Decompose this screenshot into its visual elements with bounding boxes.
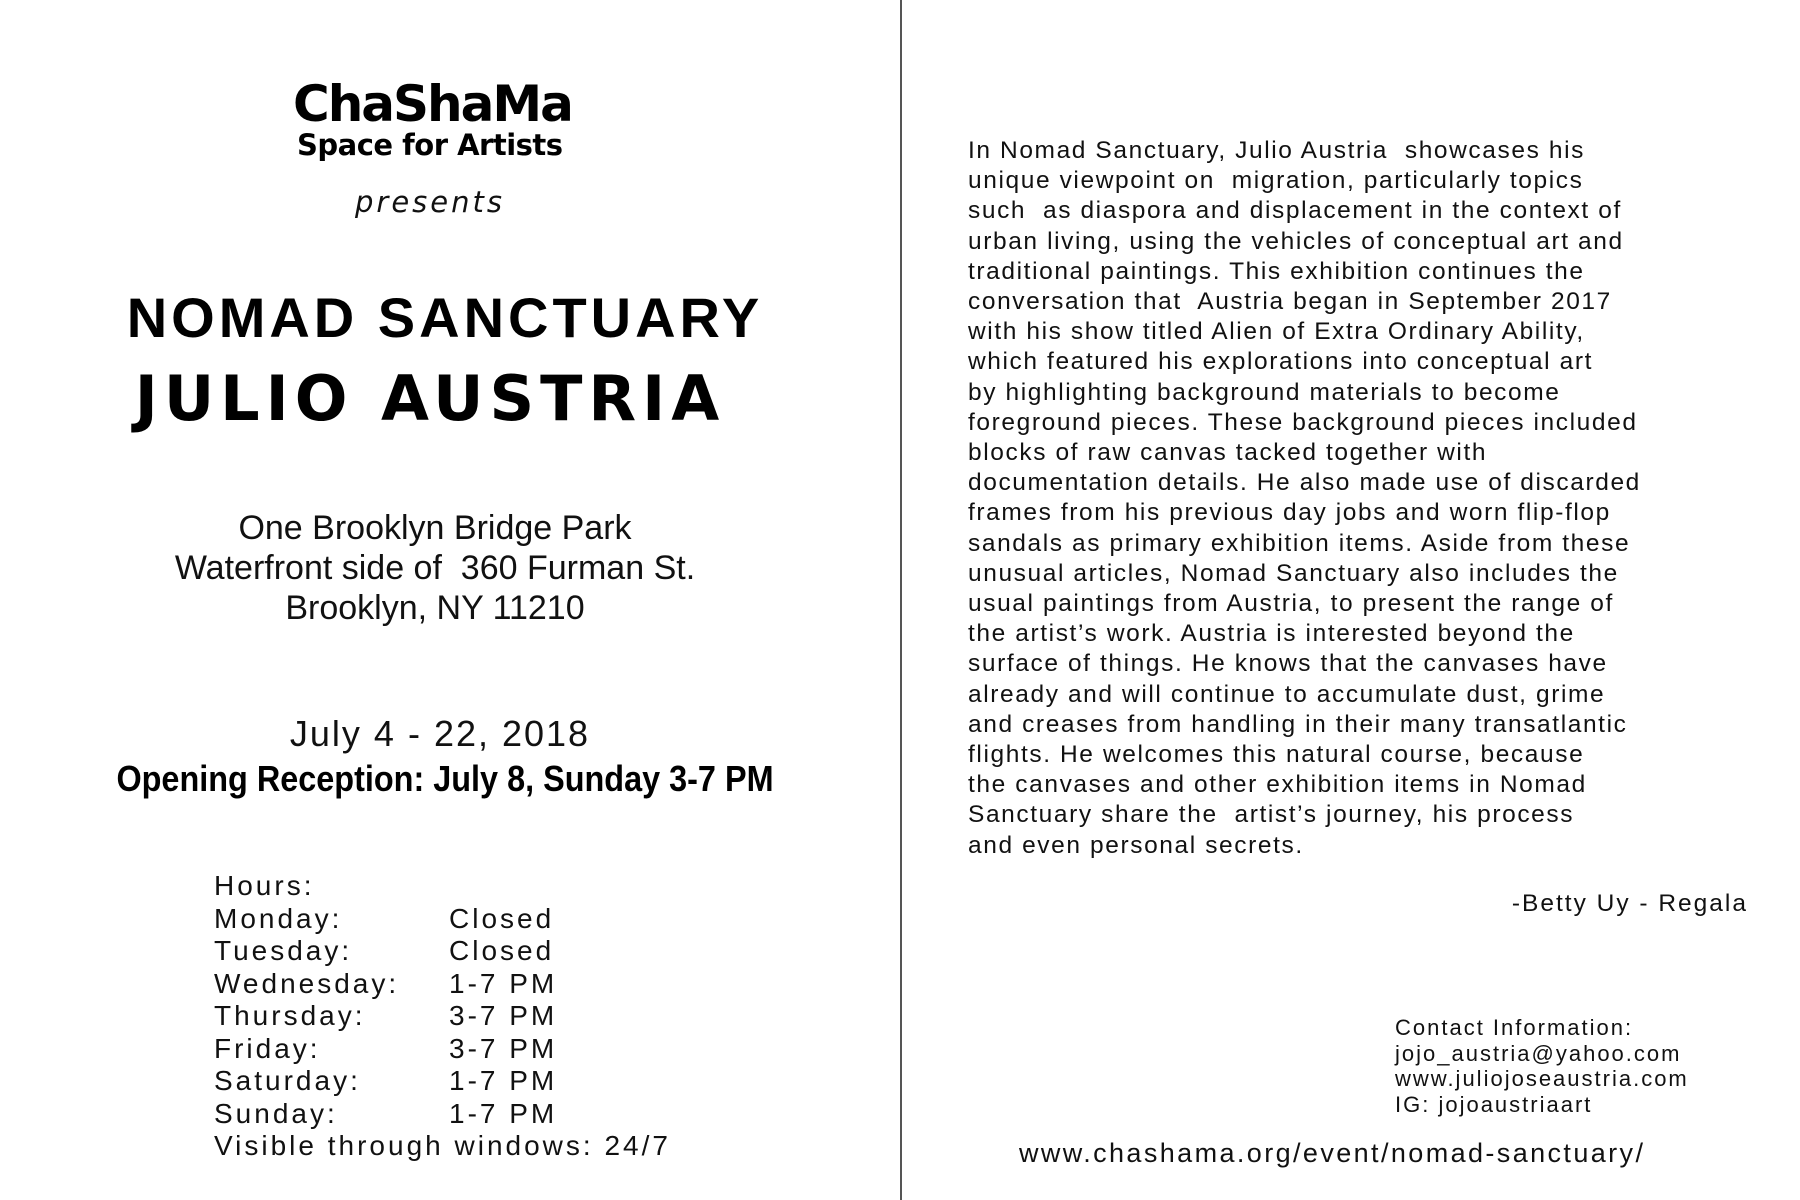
hours-day: Saturday: [214, 1065, 361, 1096]
presents-text: presents [355, 185, 505, 219]
exhibition-title: NOMAD SANCTUARY [126, 286, 764, 349]
essay-line: and even personal secrets. [968, 831, 1304, 859]
essay-line: the artist’s work. Austria is interested beyond the [968, 620, 1575, 648]
address-line: Brooklyn, NY 11210 [285, 589, 585, 627]
hours-day: Monday: [214, 902, 343, 934]
logo-tagline: Space for Artists [297, 128, 563, 162]
hours-time: Closed [449, 902, 555, 934]
hours-time: 1-7 PM [449, 967, 558, 999]
contact-email[interactable]: jojo_austria@yahoo.com [1395, 1040, 1682, 1066]
hours-day: Sunday: [214, 1097, 338, 1129]
essay-line: by highlighting background materials to become [968, 378, 1561, 406]
essay-line: urban living, using the vehicles of conceptual art and [968, 227, 1624, 255]
hours-day: Wednesday: [214, 967, 400, 999]
essay-line: usual paintings from Austria, to present the range of [968, 590, 1614, 618]
essay-line: blocks of raw canvas tacked together with [968, 439, 1488, 467]
venue-address [0, 508, 870, 628]
essay-line: surface of things. He knows that the canvases have [968, 650, 1608, 678]
essay-line: already and will continue to accumulate dust, grime [968, 680, 1606, 708]
essay-line: documentation details. He also made use of discarded [968, 469, 1641, 497]
essay-line: unique viewpoint on migration, particularly topics [968, 167, 1584, 195]
essay-line: In Nomad Sanctuary, Julio Austria showcases his [968, 137, 1585, 164]
window-visibility: Visible through windows: 24/7 [214, 1130, 671, 1161]
essay-line: and creases from handling in their many transatlantic [968, 710, 1628, 738]
essay-line: such as diaspora and displacement in the context of [968, 197, 1622, 225]
event-url[interactable]: www.chashama.org/event/nomad-sanctuary/ [1019, 1138, 1646, 1168]
hours-day: Thursday: [214, 1000, 366, 1031]
hours-time: 3-7 PM [449, 1032, 558, 1064]
essay-line: the canvases and other exhibition items in Nomad [968, 771, 1587, 799]
essay-line: Sanctuary share the artist’s journey, his process [968, 801, 1575, 829]
essay-line: foreground pieces. These background pieces included [968, 408, 1638, 436]
essay-line: with his show titled Alien of Extra Ordinary Ability, [968, 318, 1585, 346]
opening-reception: Opening Reception: July 8, Sunday 3-7 PM [116, 758, 774, 799]
contact-heading: Contact Information: [1395, 1015, 1634, 1040]
essay-line: conversation that Austria began in September 2017 [968, 288, 1612, 316]
essay-line: sandals as primary exhibition items. Aside from these [968, 529, 1631, 557]
exhibition-essay [968, 136, 1641, 861]
hours-time: 1-7 PM [449, 1065, 558, 1096]
contact-website[interactable]: www.juliojoseaustria.com [1395, 1066, 1689, 1091]
essay-line: traditional paintings. This exhibition continues the [968, 257, 1585, 285]
essay-line: unusual articles, Nomad Sanctuary also includes the [968, 559, 1619, 587]
hours-day: Friday: [214, 1032, 321, 1064]
chashama-logo [293, 75, 593, 162]
hours-heading-label: Hours: [214, 870, 315, 901]
hours-day: Tuesday: [214, 935, 353, 966]
address-line: One Brooklyn Bridge Park [238, 509, 632, 547]
hours-time: 1-7 PM [449, 1097, 558, 1129]
logo-name: ChaShaMa [293, 75, 572, 133]
artist-name: JULIO AUSTRIA [134, 362, 726, 435]
essay-author: -Betty Uy - Regala [1511, 890, 1748, 917]
essay-line: frames from his previous day jobs and worn flip-flop [968, 499, 1611, 527]
contact-instagram[interactable]: IG: jojoaustriaart [1395, 1091, 1593, 1117]
address-line: Waterfront side of 360 Furman St. [174, 549, 696, 587]
hours-time: 3-7 PM [449, 1000, 558, 1031]
exhibition-dates: July 4 - 22, 2018 [289, 713, 591, 754]
essay-line: which featured his explorations into conceptual art [968, 348, 1594, 376]
hours-time: Closed [449, 935, 555, 966]
contact-info [1395, 1015, 1689, 1117]
essay-line: flights. He welcomes this natural course, because [968, 741, 1585, 769]
right-panel [902, 0, 1800, 1200]
